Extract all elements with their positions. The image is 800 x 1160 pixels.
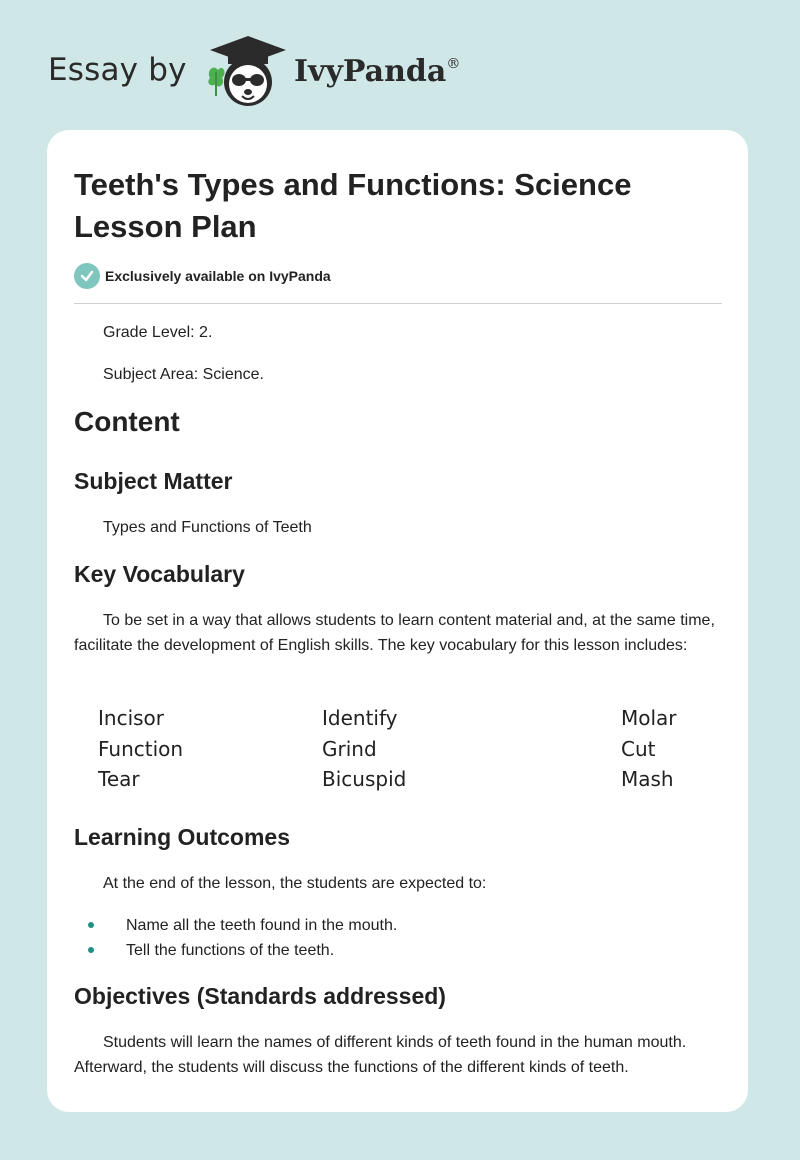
subject-area: Subject Area: Science. [103,366,264,383]
exclusive-badge [74,263,331,289]
vocab-word: Identify [322,706,398,730]
essay-card [47,130,748,1112]
vocab-word: Grind [322,737,377,761]
page-title: Teeth's Types and Functions: Science Lesson Plan [74,167,632,244]
vocab-word: Mash [621,767,674,791]
subject-matter-text: Types and Functions of Teeth [103,519,312,536]
vocab-word: Incisor [98,706,165,730]
learning-outcomes-list [74,913,714,963]
key-vocabulary-text: To be set in a way that allows students to learn content material and, at the same time, facilitate the development of English skills. The key vocabulary for this lesson includes: [74,612,715,654]
brand-name: IvyPanda® [294,54,461,89]
bullet-icon [88,922,94,928]
content-heading: Content [74,406,180,437]
divider [74,303,722,304]
site-header [48,34,648,114]
list-item: Tell the functions of the teeth. [74,938,714,963]
learning-outcomes-intro: At the end of the lesson, the students are expected to: [103,875,487,892]
check-icon [74,263,100,289]
objectives-text: Students will learn the names of different kinds of teeth found in the human mouth. Afterward, the students will discuss the functions of the different kinds of teeth. [74,1034,687,1076]
vocab-word: Tear [98,767,140,791]
vocab-word: Function [98,737,184,761]
exclusive-label: Exclusively available on IvyPanda [105,268,331,284]
vocabulary-table [98,703,718,799]
learning-outcomes-heading: Learning Outcomes [74,824,290,850]
bullet-icon [88,947,94,953]
ivypanda-logo-icon[interactable] [204,34,290,110]
key-vocabulary-heading: Key Vocabulary [74,561,245,587]
list-item: Name all the teeth found in the mouth. [74,913,714,938]
vocab-word: Bicuspid [322,767,407,791]
essay-by-label: Essay by [48,52,187,88]
vocab-word: Cut [621,737,656,761]
vocab-word: Molar [621,706,677,730]
grade-level: Grade Level: 2. [103,324,213,341]
subject-matter-heading: Subject Matter [74,468,233,494]
objectives-heading: Objectives (Standards addressed) [74,983,446,1009]
